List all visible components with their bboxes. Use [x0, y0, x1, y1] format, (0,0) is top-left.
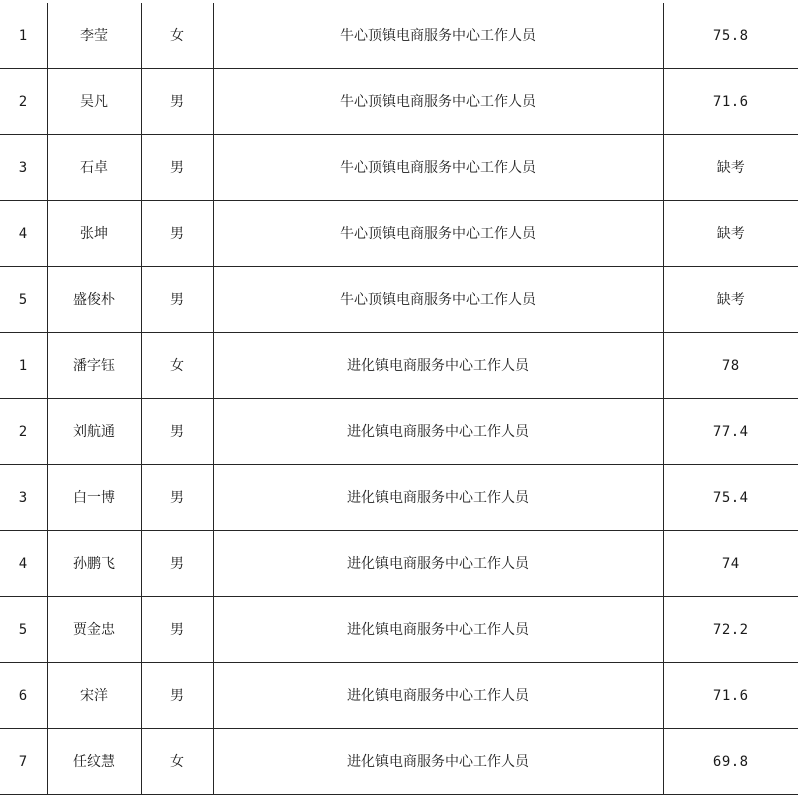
results-table	[0, 3, 798, 795]
gender-cell: 男	[141, 597, 213, 663]
score-cell: 69.8	[663, 729, 798, 795]
row-number-cell: 4	[0, 201, 47, 267]
row-number-cell: 1	[0, 3, 47, 69]
score-cell: 71.6	[663, 663, 798, 729]
name-cell: 宋洋	[47, 663, 141, 729]
gender-cell: 男	[141, 531, 213, 597]
position-cell: 牛心顶镇电商服务中心工作人员	[213, 135, 663, 201]
row-number-cell: 4	[0, 531, 47, 597]
gender-cell: 男	[141, 69, 213, 135]
name-cell: 潘字钰	[47, 333, 141, 399]
position-cell: 进化镇电商服务中心工作人员	[213, 597, 663, 663]
row-number-cell: 2	[0, 399, 47, 465]
position-cell: 牛心顶镇电商服务中心工作人员	[213, 69, 663, 135]
name-cell: 孙鹏飞	[47, 531, 141, 597]
table-row	[0, 531, 798, 597]
row-number-cell: 6	[0, 663, 47, 729]
table-row	[0, 663, 798, 729]
table-row	[0, 465, 798, 531]
position-cell: 牛心顶镇电商服务中心工作人员	[213, 267, 663, 333]
score-cell: 缺考	[663, 201, 798, 267]
gender-cell: 男	[141, 663, 213, 729]
name-cell: 盛俊朴	[47, 267, 141, 333]
row-number-cell: 3	[0, 465, 47, 531]
table-row	[0, 267, 798, 333]
row-number-cell: 5	[0, 267, 47, 333]
table-row	[0, 333, 798, 399]
table-row	[0, 399, 798, 465]
gender-cell: 女	[141, 333, 213, 399]
position-cell: 进化镇电商服务中心工作人员	[213, 465, 663, 531]
name-cell: 白一博	[47, 465, 141, 531]
position-cell: 牛心顶镇电商服务中心工作人员	[213, 3, 663, 69]
position-cell: 进化镇电商服务中心工作人员	[213, 729, 663, 795]
score-cell: 77.4	[663, 399, 798, 465]
gender-cell: 男	[141, 135, 213, 201]
row-number-cell: 2	[0, 69, 47, 135]
table-row	[0, 3, 798, 69]
score-cell: 缺考	[663, 267, 798, 333]
name-cell: 刘航通	[47, 399, 141, 465]
results-table-body	[0, 3, 798, 795]
position-cell: 进化镇电商服务中心工作人员	[213, 531, 663, 597]
row-number-cell: 1	[0, 333, 47, 399]
row-number-cell: 3	[0, 135, 47, 201]
table-row	[0, 135, 798, 201]
name-cell: 任纹慧	[47, 729, 141, 795]
name-cell: 张坤	[47, 201, 141, 267]
row-number-cell: 5	[0, 597, 47, 663]
row-number-cell: 7	[0, 729, 47, 795]
score-cell: 71.6	[663, 69, 798, 135]
name-cell: 李莹	[47, 3, 141, 69]
gender-cell: 女	[141, 729, 213, 795]
score-cell: 78	[663, 333, 798, 399]
score-cell: 75.8	[663, 3, 798, 69]
gender-cell: 男	[141, 399, 213, 465]
score-cell: 72.2	[663, 597, 798, 663]
table-row	[0, 201, 798, 267]
position-cell: 进化镇电商服务中心工作人员	[213, 663, 663, 729]
position-cell: 进化镇电商服务中心工作人员	[213, 399, 663, 465]
position-cell: 进化镇电商服务中心工作人员	[213, 333, 663, 399]
gender-cell: 女	[141, 3, 213, 69]
score-cell: 75.4	[663, 465, 798, 531]
gender-cell: 男	[141, 201, 213, 267]
position-cell: 牛心顶镇电商服务中心工作人员	[213, 201, 663, 267]
table-row	[0, 597, 798, 663]
table-row	[0, 69, 798, 135]
name-cell: 石卓	[47, 135, 141, 201]
name-cell: 贾金忠	[47, 597, 141, 663]
score-cell: 缺考	[663, 135, 798, 201]
table-row	[0, 729, 798, 795]
score-cell: 74	[663, 531, 798, 597]
gender-cell: 男	[141, 465, 213, 531]
name-cell: 吴凡	[47, 69, 141, 135]
gender-cell: 男	[141, 267, 213, 333]
